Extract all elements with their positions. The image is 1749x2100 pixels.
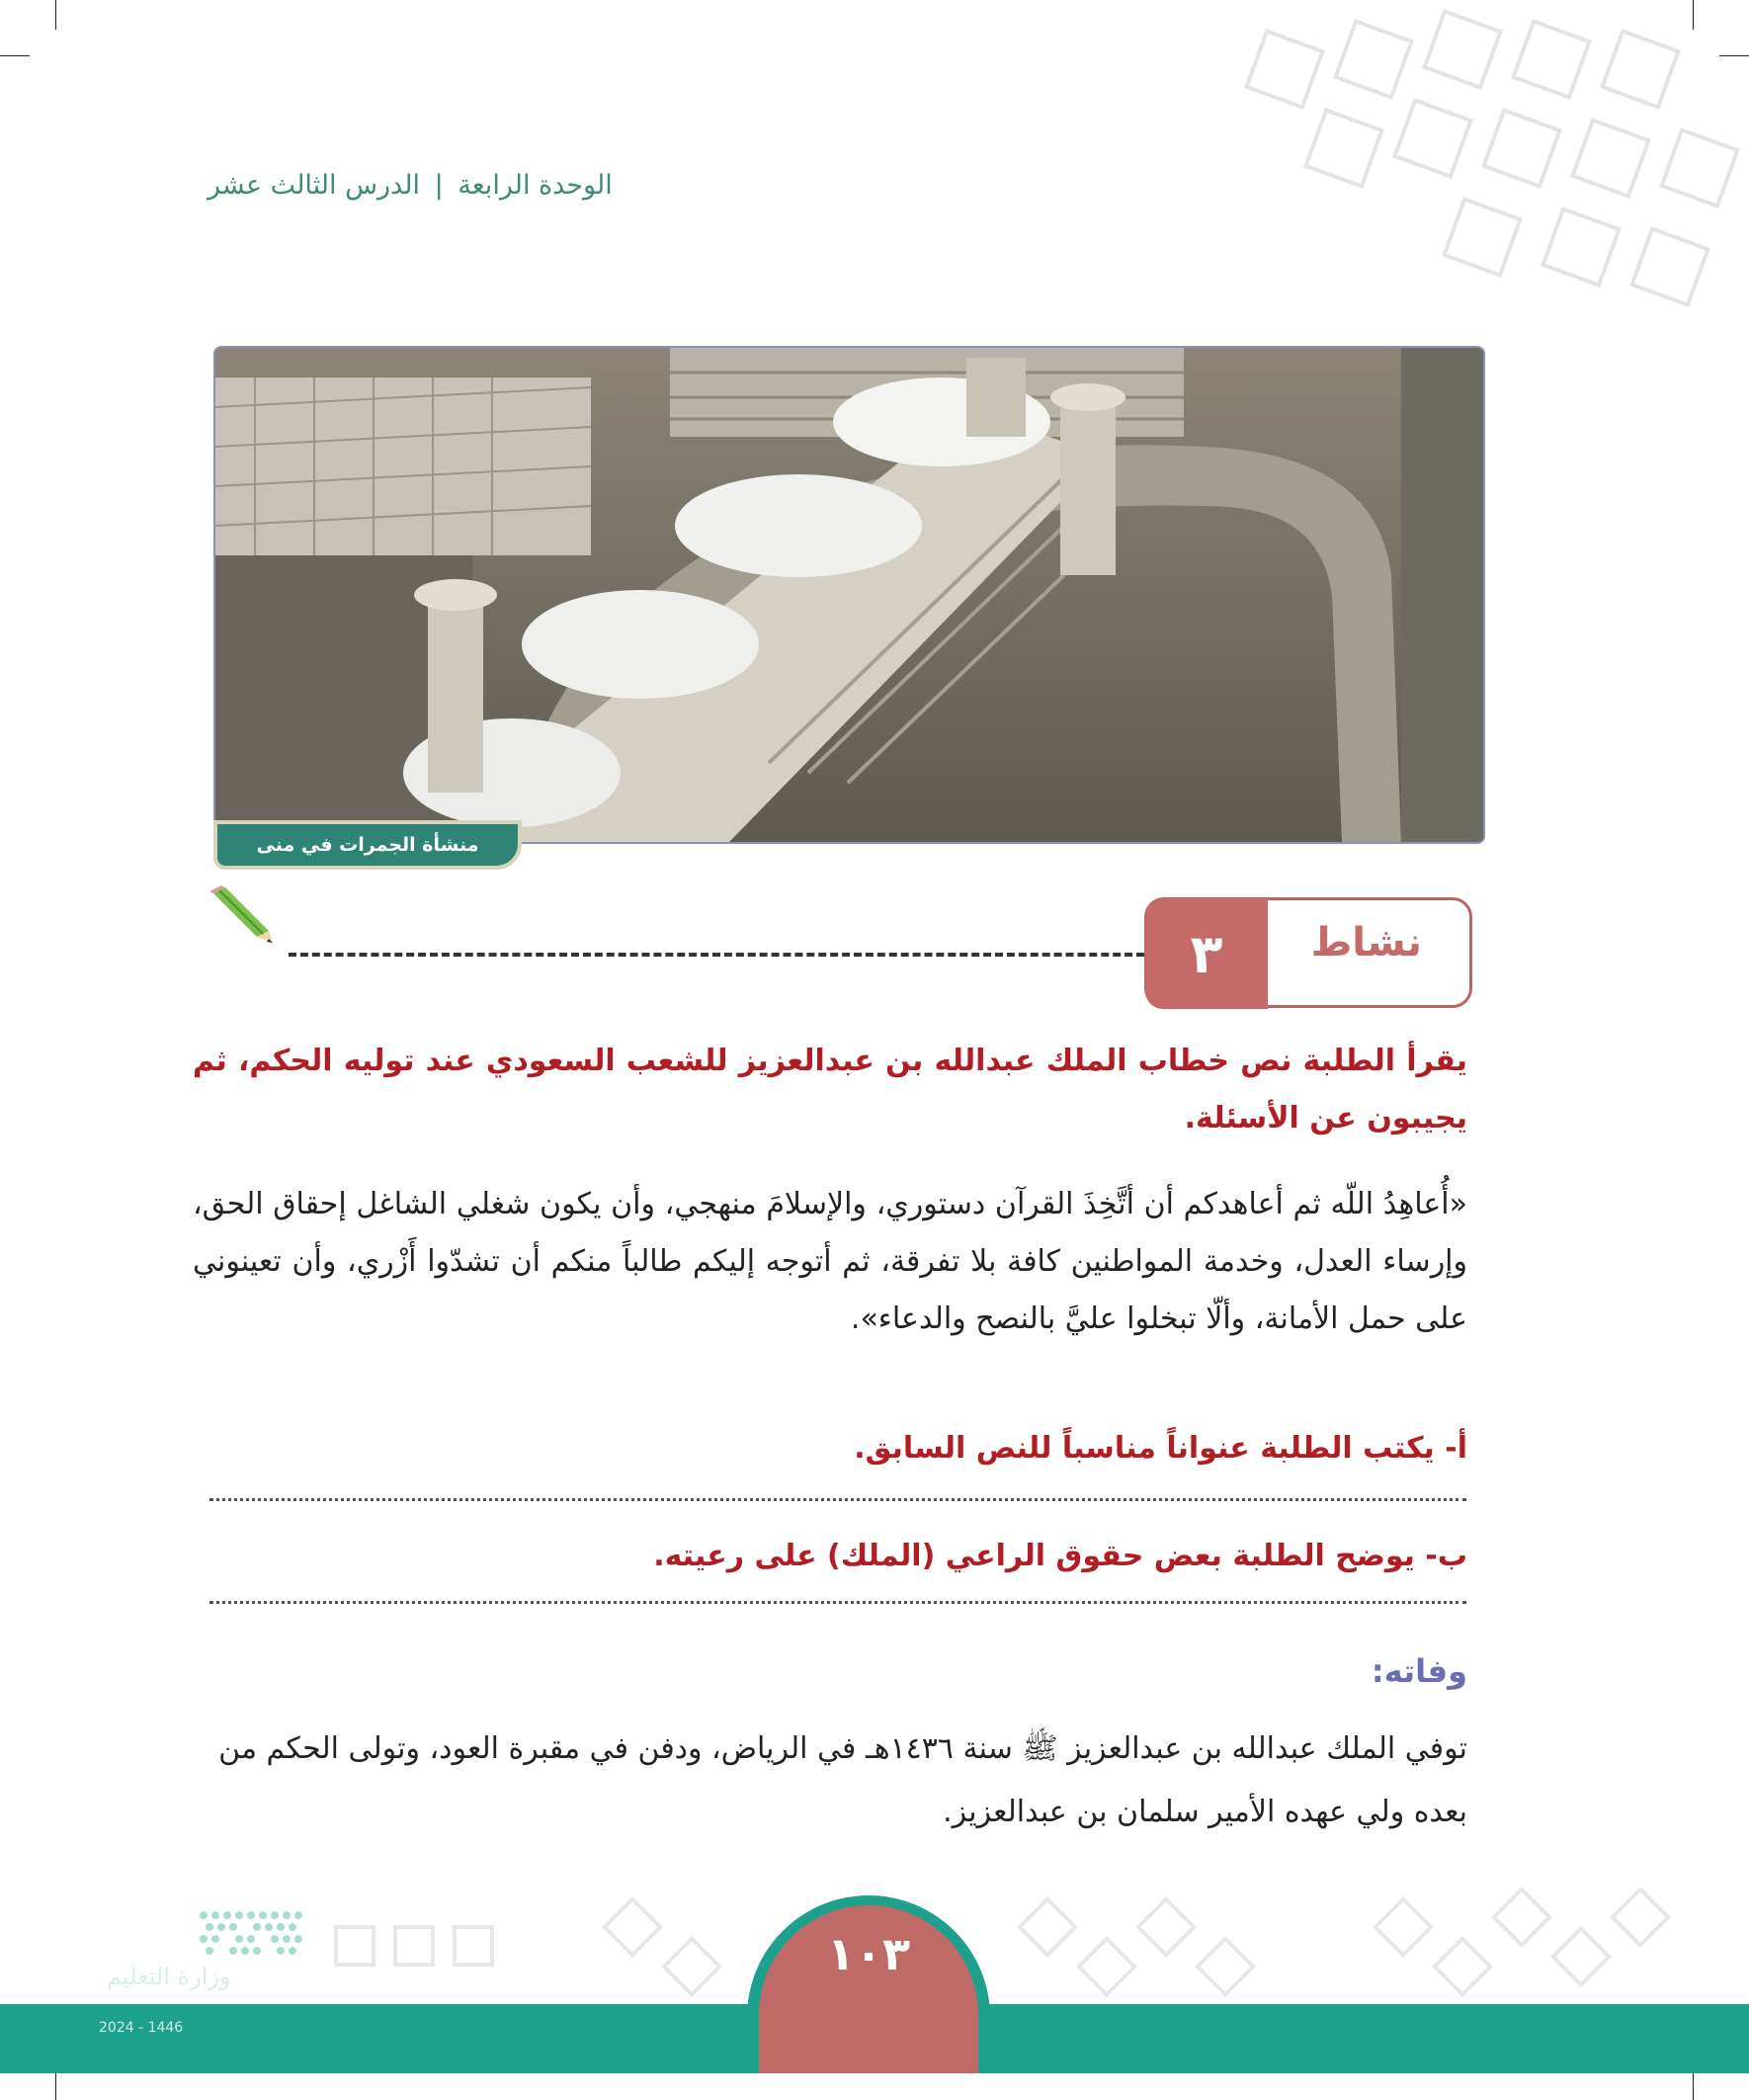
jamarat-photo	[213, 346, 1485, 844]
king-speech-quote: «أُعاهِدُ اللّه ثم أعاهدكم أن أتَّخِذَ القرآن دستوري، والإسلامَ منهجي، وأن يكون شغلي الشاغل إحقاق الحق، وإرساء العدل، وخدمة المواطنين كافة بلا تفرقة، ثم أتوجه إليكم طالباً منكم أن تشدّوا أَزْري، وأن تعينوني على حمل الأمانة، وألّا تبخلوا عليَّ بالنصح والدعاء».	[193, 1187, 1467, 1336]
crop-mark	[1693, 2070, 1694, 2100]
decorative-pattern	[1196, 0, 1749, 326]
photo-caption: منشأة الجمرات في منى	[213, 820, 522, 870]
ministry-name: وزارة التعليم	[107, 1963, 231, 1990]
unit-title: الوحدة الرابعة	[458, 170, 613, 201]
edition-year: 2024 - 1446	[99, 2020, 184, 2036]
death-heading: وفاته:	[1371, 1652, 1467, 1690]
activity-divider	[289, 953, 1144, 957]
question-a: أ- يكتب الطلبة عنواناً مناسباً للنص السابق.	[854, 1431, 1467, 1466]
unit-lesson-header	[208, 170, 613, 201]
crop-mark	[0, 55, 30, 56]
activity-label: نشاط	[1310, 920, 1422, 966]
activity-number: ٣	[1145, 898, 1268, 1009]
lesson-title: الدرس الثالث عشر	[208, 170, 420, 201]
answer-line-b[interactable]	[209, 1601, 1466, 1604]
page-number: ١٠٣	[759, 1905, 978, 2073]
activity-badge	[1144, 897, 1472, 1008]
crop-mark	[55, 0, 56, 30]
header-separator: |	[434, 170, 444, 201]
question-b: ب- يوضح الطلبة بعض حقوق الراعي (الملك) على رعيته.	[653, 1539, 1467, 1573]
crop-mark	[55, 2070, 56, 2100]
pencil-icon	[206, 885, 275, 945]
death-paragraph: توفي الملك عبدالله بن عبدالعزيز ﷺ سنة ١٤٣٦هـ في الرياض، ودفن في مقبرة العود، وتولى الحكم من بعده ولي عهده الأمير سلمان بن عبدالعزيز.	[218, 1731, 1467, 1829]
answer-line-a[interactable]	[209, 1498, 1466, 1501]
activity-instruction: يقرأ الطلبة نص خطاب الملك عبدالله بن عبدالعزيز للشعب السعودي عند توليه الحكم، ثم يجيبون عن الأسئلة.	[193, 1044, 1467, 1135]
